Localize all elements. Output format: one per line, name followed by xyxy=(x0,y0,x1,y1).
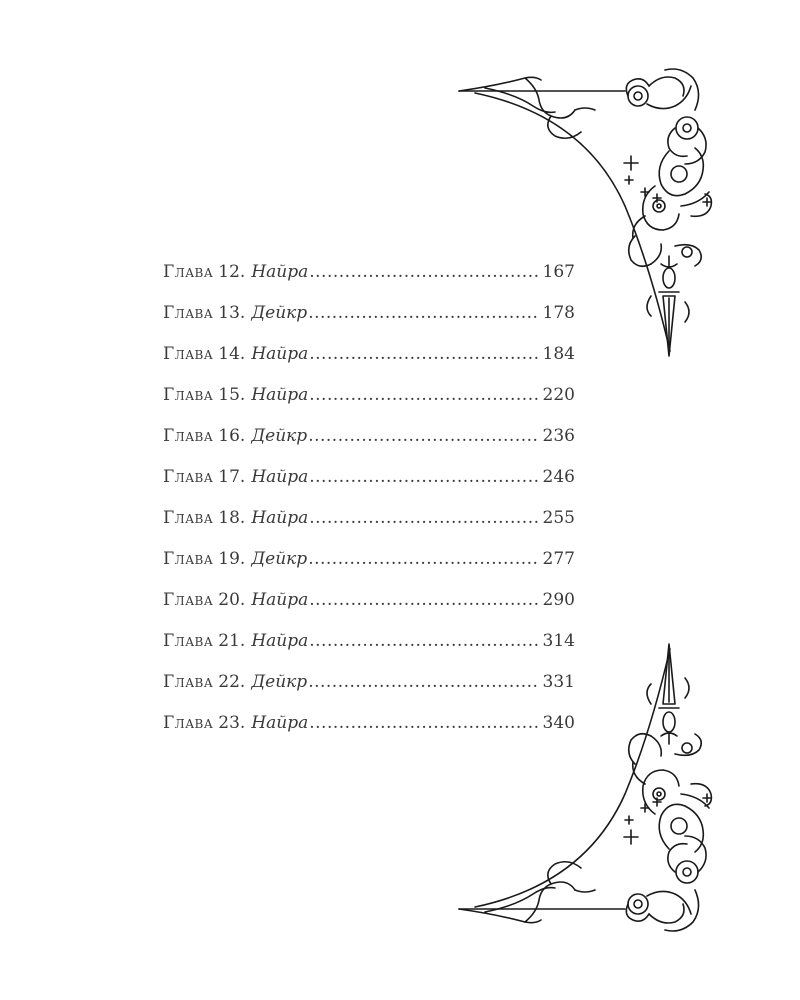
page-number: 340 xyxy=(542,713,575,733)
toc-entry[interactable] xyxy=(163,299,575,340)
chapter-number: 19. xyxy=(218,549,246,569)
chapter-title: Найра xyxy=(251,713,309,733)
chapter-title: Найра xyxy=(251,344,309,364)
dot-leader xyxy=(309,586,538,614)
chapter-label: Глава xyxy=(163,344,214,364)
dot-leader xyxy=(308,299,538,327)
chapter-number: 20. xyxy=(218,590,246,610)
page-number: 184 xyxy=(542,344,575,364)
chapter-label: Глава xyxy=(163,467,214,487)
chapter-number: 14. xyxy=(218,344,246,364)
chapter-number: 22. xyxy=(218,672,246,692)
toc-entry[interactable] xyxy=(163,422,575,463)
chapter-number: 16. xyxy=(218,426,246,446)
toc-entry[interactable] xyxy=(163,463,575,504)
chapter-title: Найра xyxy=(251,631,309,651)
page-number: 290 xyxy=(542,590,575,610)
chapter-title: Дейкр xyxy=(251,426,308,446)
toc-entry[interactable] xyxy=(163,258,575,299)
dot-leader xyxy=(309,381,538,409)
chapter-label: Глава xyxy=(163,303,214,323)
chapter-title: Дейкр xyxy=(251,303,308,323)
chapter-number: 15. xyxy=(218,385,246,405)
dot-leader xyxy=(308,545,538,573)
chapter-label: Глава xyxy=(163,426,214,446)
page-number: 246 xyxy=(542,467,575,487)
dot-leader xyxy=(309,463,538,491)
toc-entry[interactable] xyxy=(163,586,575,627)
chapter-number: 17. xyxy=(218,467,246,487)
dot-leader xyxy=(309,504,538,532)
chapter-label: Глава xyxy=(163,549,214,569)
chapter-title: Найра xyxy=(251,385,309,405)
chapter-title: Найра xyxy=(251,590,309,610)
chapter-number: 12. xyxy=(218,262,246,282)
chapter-label: Глава xyxy=(163,385,214,405)
chapter-label: Глава xyxy=(163,508,214,528)
toc-entry[interactable] xyxy=(163,340,575,381)
chapter-title: Найра xyxy=(251,508,309,528)
page-number: 220 xyxy=(542,385,575,405)
chapter-number: 23. xyxy=(218,713,246,733)
chapter-number: 21. xyxy=(218,631,246,651)
chapter-label: Глава xyxy=(163,713,214,733)
chapter-label: Глава xyxy=(163,590,214,610)
page-number: 277 xyxy=(542,549,575,569)
page-number: 331 xyxy=(542,672,575,692)
page-number: 178 xyxy=(542,303,575,323)
chapter-number: 13. xyxy=(218,303,246,323)
dot-leader xyxy=(308,422,538,450)
toc-entry[interactable] xyxy=(163,545,575,586)
page-number: 236 xyxy=(542,426,575,446)
chapter-label: Глава xyxy=(163,631,214,651)
page-number: 255 xyxy=(542,508,575,528)
page-number: 167 xyxy=(542,262,575,282)
dot-leader xyxy=(309,340,538,368)
chapter-label: Глава xyxy=(163,262,214,282)
bottom-corner-ornament xyxy=(455,642,720,934)
page-number: 314 xyxy=(542,631,575,651)
chapter-title: Найра xyxy=(251,262,309,282)
chapter-title: Найра xyxy=(251,467,309,487)
chapter-title: Дейкр xyxy=(251,672,308,692)
dot-leader xyxy=(309,258,538,286)
toc-entry[interactable] xyxy=(163,504,575,545)
floral-corner-dagger-icon xyxy=(455,642,720,934)
toc-entry[interactable] xyxy=(163,381,575,422)
chapter-number: 18. xyxy=(218,508,246,528)
chapter-title: Дейкр xyxy=(251,549,308,569)
chapter-label: Глава xyxy=(163,672,214,692)
